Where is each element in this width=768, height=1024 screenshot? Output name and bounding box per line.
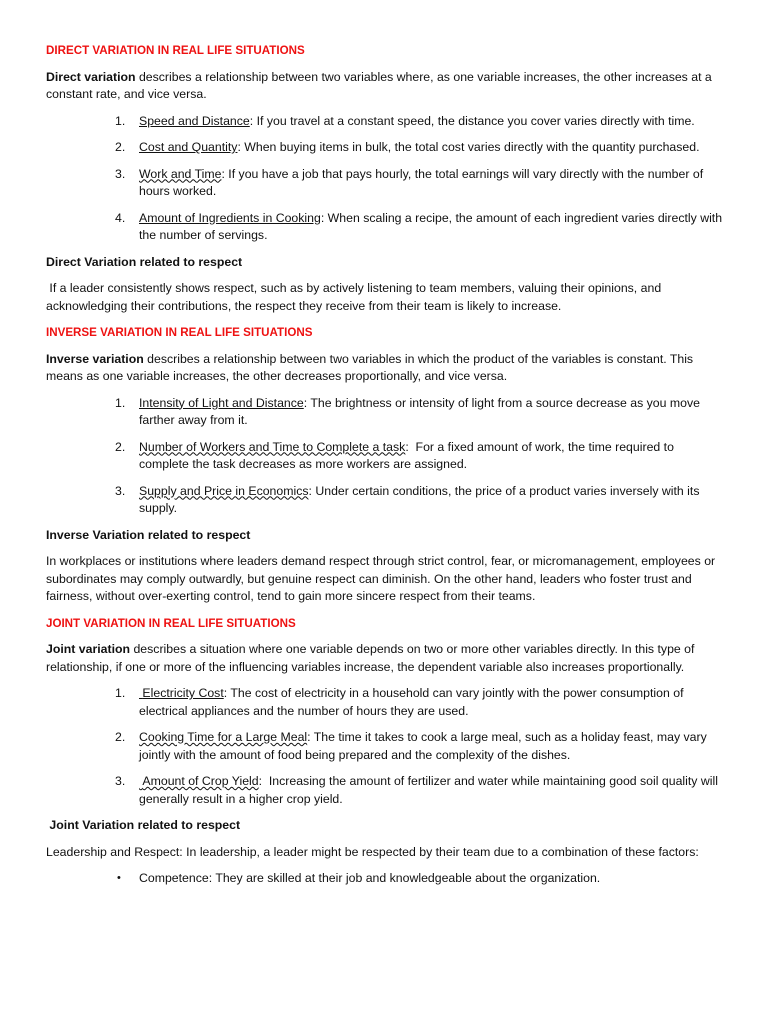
direct-respect-heading: Direct Variation related to respect bbox=[46, 254, 243, 269]
direct-variation-heading: DIRECT VARIATION IN REAL LIFE SITUATIONS bbox=[46, 44, 305, 57]
example-text: : For a fixed amount of work, the time required to complete the task decreases as more workers are assigned. bbox=[139, 439, 678, 471]
example-term: Intensity of Light and Distance bbox=[139, 395, 304, 410]
joint-variation-term: Joint variation bbox=[46, 642, 131, 656]
factor-text: Competence: They are skilled at their job and knowledgeable about the organization. bbox=[139, 871, 601, 885]
example-text: : The time it takes to cook a large meal, such as a holiday feast, may vary jointly with the amount of food being prepared and the complexity of the dishes. bbox=[139, 730, 707, 762]
list-item bbox=[46, 773, 726, 808]
example-term: Supply and Price in Economics bbox=[139, 483, 309, 498]
example-term: Cost and Quantity bbox=[139, 140, 238, 154]
list-item bbox=[46, 729, 726, 764]
joint-respect-heading: Joint Variation related to respect bbox=[46, 818, 241, 832]
joint-variation-definition: describes a situation where one variable depends on two or more other variables directly. In this type of relationship, if one or more of the influencing variables increase, the dependent variable also increases proportionally. bbox=[46, 642, 695, 674]
example-term: Number of Workers and Time to Complete a task bbox=[139, 439, 406, 454]
example-text: : Under certain conditions, the price of a product varies inversely with its supply. bbox=[139, 483, 700, 515]
list-number: 3. bbox=[115, 483, 126, 498]
example-text: : The cost of electricity in a household can vary jointly with the power consumption of electrical appliances and the number of hours they are used. bbox=[139, 686, 684, 718]
inverse-variation-term: Inverse variation bbox=[46, 351, 144, 366]
joint-variation-examples bbox=[46, 685, 726, 808]
example-text: : If you travel at a constant speed, the distance you cover varies directly with time. bbox=[249, 113, 695, 128]
example-term: Cooking Time for a Large Meal bbox=[139, 730, 308, 744]
bullet-icon: • bbox=[117, 872, 121, 884]
list-number: 1. bbox=[115, 395, 126, 410]
list-number: 2. bbox=[115, 140, 126, 154]
inverse-respect-heading: Inverse Variation related to respect bbox=[46, 527, 251, 542]
inverse-variation-definition: describes a relationship between two variables in which the product of the variables is constant. This means as one variable increases, the other decreases proportionally, and vice versa. bbox=[46, 351, 694, 383]
direct-variation-term: Direct variation bbox=[46, 69, 136, 84]
example-text: : Increasing the amount of fertilizer and water while maintaining good soil quality will generally result in a higher crop yield. bbox=[139, 774, 722, 806]
direct-variation-examples bbox=[46, 113, 726, 245]
list-number: 2. bbox=[115, 730, 126, 744]
example-text: : When scaling a recipe, the amount of each ingredient varies directly with the number of servings. bbox=[139, 210, 723, 242]
document-page bbox=[46, 42, 726, 897]
example-text: : The brightness or intensity of light from a source decrease as you move farther away from it. bbox=[139, 395, 704, 427]
example-term: Amount of Crop Yield bbox=[139, 774, 259, 788]
list-item bbox=[46, 395, 726, 430]
example-term: Speed and Distance bbox=[139, 113, 250, 128]
example-text: : If you have a job that pays hourly, the total earnings will vary directly with the number of hours worked. bbox=[139, 166, 704, 198]
example-term: Amount of Ingredients in Cooking bbox=[139, 210, 321, 225]
list-number: 2. bbox=[115, 439, 126, 454]
inverse-variation-intro bbox=[46, 351, 726, 386]
direct-respect-paragraph: If a leader consistently shows respect, such as by actively listening to team members, valuing their opinions, and acknowledging their contributions, the respect they receive from their team is likely to increase. bbox=[46, 281, 665, 313]
example-text: : When buying items in bulk, the total cost varies directly with the quantity purchased. bbox=[237, 140, 700, 154]
inverse-variation-examples bbox=[46, 395, 726, 518]
direct-variation-definition: describes a relationship between two variables where, as one variable increases, the other increases at a constant rate, and vice versa. bbox=[46, 69, 712, 101]
list-item bbox=[46, 139, 726, 157]
example-term: Work and Time bbox=[139, 166, 222, 181]
list-number: 1. bbox=[115, 686, 126, 700]
list-item bbox=[46, 210, 726, 245]
joint-variation-intro bbox=[46, 641, 726, 676]
example-term: Electricity Cost bbox=[139, 686, 224, 700]
list-item bbox=[46, 685, 726, 720]
list-item bbox=[46, 483, 726, 518]
list-number: 3. bbox=[115, 166, 126, 181]
list-item bbox=[46, 113, 726, 131]
list-item bbox=[46, 870, 726, 888]
list-number: 1. bbox=[115, 113, 126, 128]
list-item bbox=[46, 166, 726, 201]
list-item bbox=[46, 439, 726, 474]
joint-respect-paragraph: Leadership and Respect: In leadership, a leader might be respected by their team due to a combination of these factors: bbox=[46, 844, 699, 859]
list-number: 3. bbox=[115, 774, 126, 788]
direct-variation-intro bbox=[46, 69, 726, 104]
list-number: 4. bbox=[115, 210, 126, 225]
inverse-variation-heading: INVERSE VARIATION IN REAL LIFE SITUATIONS bbox=[46, 326, 313, 339]
inverse-respect-paragraph: In workplaces or institutions where leaders demand respect through strict control, fear, or micromanagement, employees or subordinates may comply outwardly, but genuine respect can diminish. On the other hand, leaders who foster trust and fairness, without over-exerting control, tend to gain more sincere respect from their teams. bbox=[46, 554, 716, 603]
joint-respect-factors bbox=[46, 870, 726, 888]
joint-variation-heading: JOINT VARIATION IN REAL LIFE SITUATIONS bbox=[46, 616, 296, 630]
